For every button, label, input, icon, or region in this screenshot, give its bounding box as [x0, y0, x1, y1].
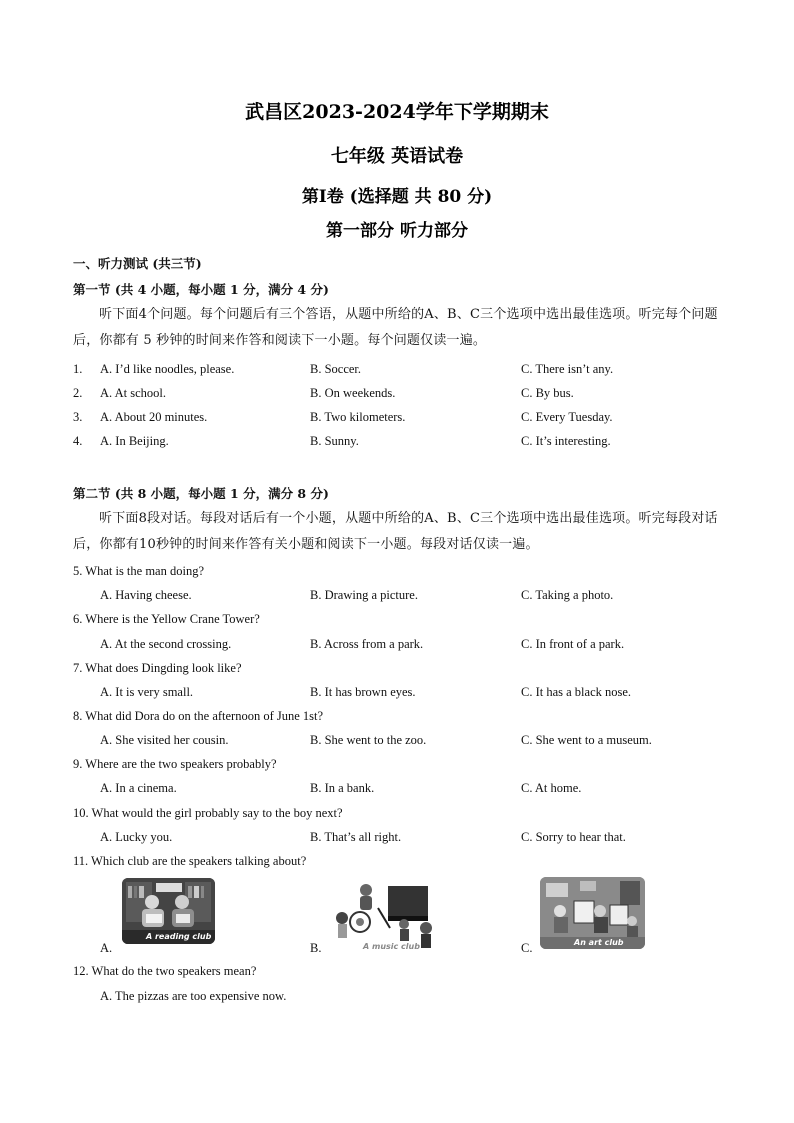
option-a: A. In Beijing. [100, 434, 169, 448]
option-b: B. In a bank. [310, 781, 375, 795]
option-b: B. Two kilometers. [310, 410, 406, 424]
reading-club-image [122, 878, 215, 944]
question-row [73, 434, 733, 456]
option-b: B. On weekends. [310, 386, 396, 400]
music-club-image [330, 878, 440, 954]
question-row [73, 362, 733, 384]
question-row [73, 410, 733, 432]
option-a: A. It is very small. [100, 685, 194, 699]
option-c: C. Taking a photo. [521, 588, 614, 602]
question-text: 6. Where is the Yellow Crane Tower? [73, 612, 260, 626]
volume-heading: 第Ⅰ卷 (选择题 共 80 分) [301, 187, 493, 207]
music-club-caption: A music club [363, 942, 420, 951]
subsection2-instructions: 听下面8段对话。每段对话后有一个小题，从题中所给的A、B、C三个选项中选出最佳选项。听完每段对话后，你都有10秒钟的时间来作答有关小题和阅读下一小题。每段对话仅读一遍。 [73, 511, 718, 552]
option-a: A. At school. [100, 386, 166, 400]
section-heading: 一、听力测试 (共三节) [73, 256, 202, 271]
option-b: B. That’s all right. [310, 830, 402, 844]
question-text: 10. What would the girl probably say to the boy next? [73, 806, 343, 820]
option-c: C. It has a black nose. [521, 685, 632, 699]
option-b-label: B. [310, 941, 322, 955]
exam-title: 武昌区2023-2024学年下学期期末 [245, 101, 549, 123]
subsection1-instructions: 听下面4个问题。每个问题后有三个答语，从题中所给的A、B、C三个选项中选出最佳选项。听完每个问题后，你都有 5 秒钟的时间来作答和阅读下一小题。每个问题仅读一遍。 [73, 307, 718, 348]
option-a: A. She visited her cousin. [100, 733, 229, 747]
option-c: C. It’s interesting. [521, 434, 611, 448]
option-a: A. In a cinema. [100, 781, 177, 795]
question-number: 4. [73, 434, 83, 448]
art-club-caption: An art club [574, 938, 624, 947]
question-text: 7. What does Dingding look like? [73, 661, 242, 675]
option-b: B. It has brown eyes. [310, 685, 416, 699]
option-a: A. At the second crossing. [100, 637, 232, 651]
question-text: 9. Where are the two speakers probably? [73, 757, 277, 771]
exam-subtitle: 七年级 英语试卷 [330, 146, 464, 167]
option-c: C. At home. [521, 781, 582, 795]
option-c: C. Every Tuesday. [521, 410, 613, 424]
option-c-label: C. [521, 941, 533, 955]
option-a: A. The pizzas are too expensive now. [100, 989, 287, 1003]
option-a: A. Lucky you. [100, 830, 173, 844]
art-club-image [540, 877, 645, 949]
option-b: B. Drawing a picture. [310, 588, 418, 602]
question-text: 11. Which club are the speakers talking about? [73, 854, 307, 868]
option-a-label: A. [100, 941, 113, 955]
reading-club-caption: A reading club [146, 932, 212, 941]
option-c: C. Sorry to hear that. [521, 830, 626, 844]
option-b: B. Soccer. [310, 362, 362, 376]
question-number: 2. [73, 386, 83, 400]
option-c: C. By bus. [521, 386, 574, 400]
option-a: A. About 20 minutes. [100, 410, 208, 424]
question-row [73, 386, 733, 408]
question-text: 12. What do the two speakers mean? [73, 964, 257, 978]
option-b: B. She went to the zoo. [310, 733, 427, 747]
part-heading: 第一部分 听力部分 [326, 221, 468, 241]
subsection1-heading: 第一节 (共 4 小题，每小题 1 分，满分 4 分) [73, 282, 329, 297]
option-a: A. I’d like noodles, please. [100, 362, 235, 376]
option-c: C. In front of a park. [521, 637, 625, 651]
question-number: 3. [73, 410, 83, 424]
option-b: B. Sunny. [310, 434, 359, 448]
option-a: A. Having cheese. [100, 588, 192, 602]
question-text: 8. What did Dora do on the afternoon of June 1st? [73, 709, 324, 723]
option-c: C. There isn’t any. [521, 362, 614, 376]
option-b: B. Across from a park. [310, 637, 424, 651]
subsection2-heading: 第二节 (共 8 小题，每小题 1 分，满分 8 分) [73, 486, 329, 501]
question-number: 1. [73, 362, 83, 376]
question-text: 5. What is the man doing? [73, 564, 204, 578]
option-c: C. She went to a museum. [521, 733, 652, 747]
